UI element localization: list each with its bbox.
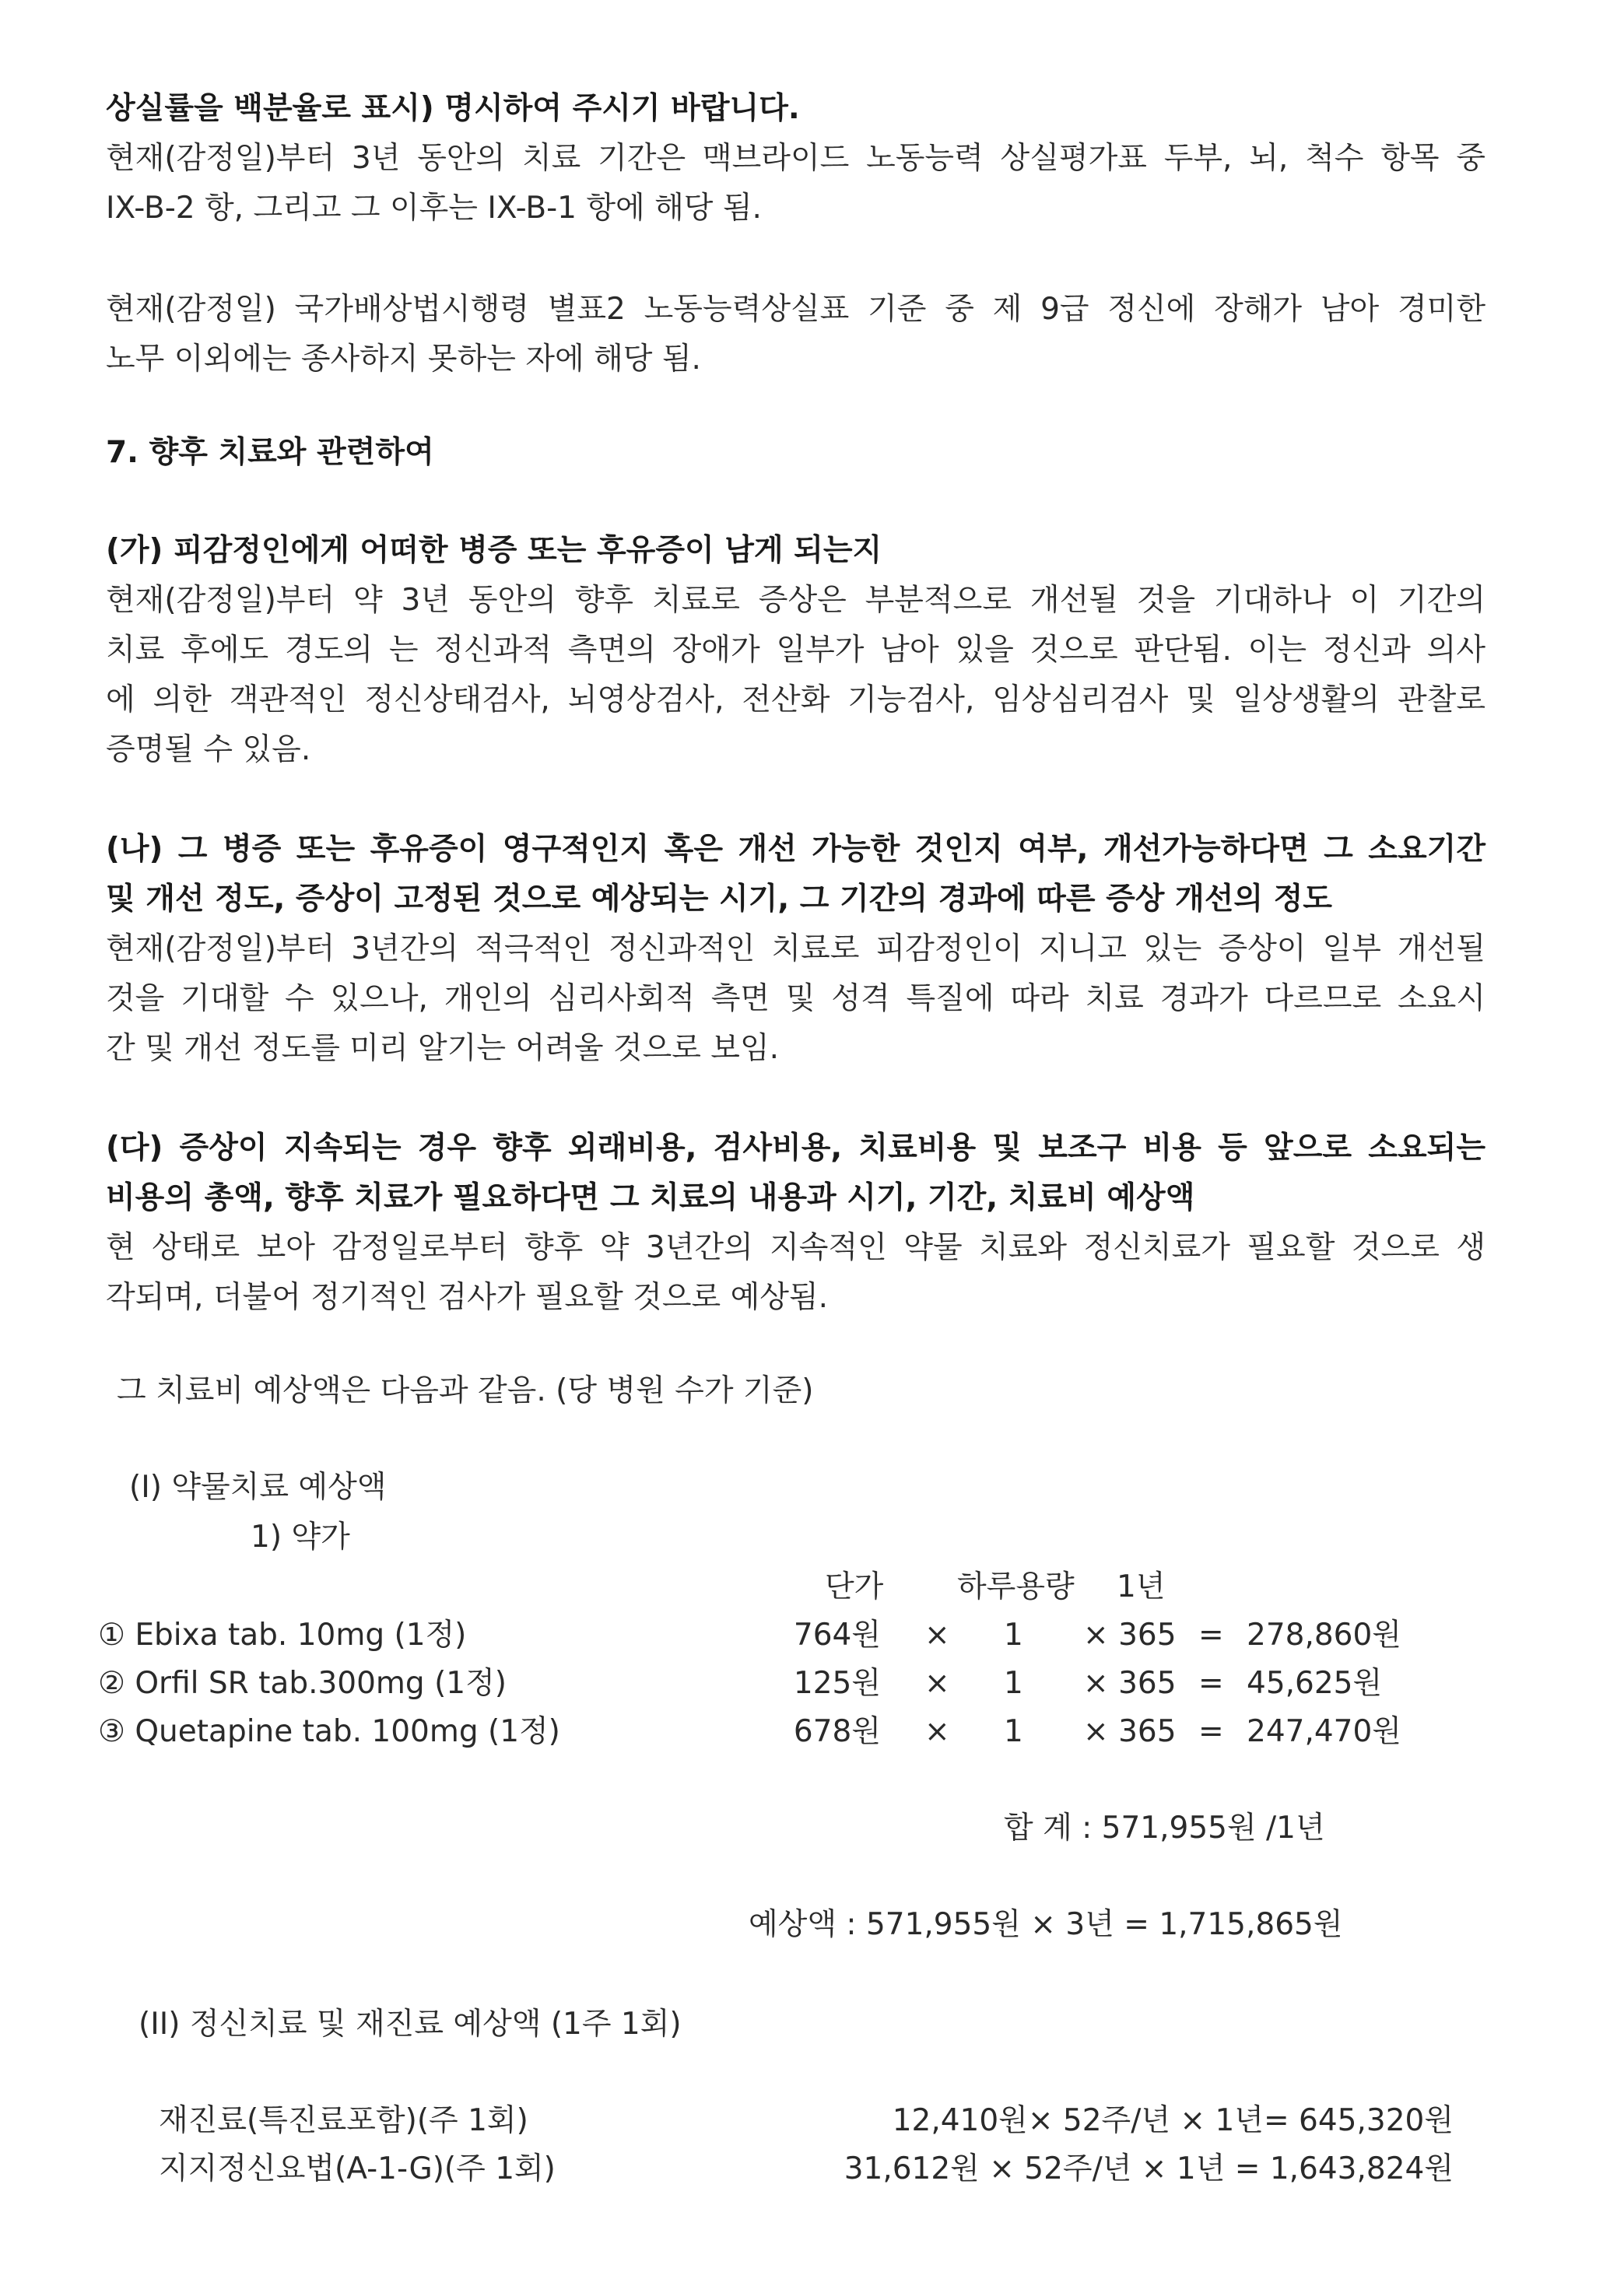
section-a-line-2: 치료 후에도 경도의 는 정신과적 측면의 장애가 일부가 남아 있을 것으로 판단됨. 이는 정신과 의사	[106, 633, 1485, 668]
drug-row-3-eq: =	[1198, 1714, 1224, 1749]
drug-row-1-year: × 365	[1083, 1618, 1177, 1653]
estimate-intro: 그 치료비 예상액은 다음과 같음. (당 병원 수가 기준)	[117, 1373, 814, 1408]
top-line-3: IX-B-2 항, 그리고 그 이후는 IX-B-1 항에 해당 됨.	[106, 191, 762, 226]
drug-row-2-price: 125원	[793, 1666, 881, 1701]
section-b-title-1: (나) 그 병증 또는 후유증이 영구적인지 혹은 개선 가능한 것인지 여부, 개선가능하다면 그 소요기간	[106, 832, 1485, 867]
drug-row-2-year: × 365	[1083, 1666, 1177, 1701]
drug-row-3-price: 678원	[793, 1714, 881, 1749]
drug-sum: 합 계 : 571,955원 /1년	[1004, 1811, 1325, 1846]
drug-row-2-eq: =	[1198, 1666, 1224, 1701]
drug-row-3-year: × 365	[1083, 1714, 1177, 1749]
drug-row-1-total: 278,860원	[1247, 1618, 1401, 1653]
top-line-2: 현재(감정일)부터 3년 동안의 치료 기간은 맥브라이드 노동능력 상실평가표 두부, 뇌, 척수 항목 중	[106, 141, 1485, 176]
drug-heading: (Ⅰ) 약물치료 예상액	[129, 1470, 387, 1505]
drug-estimate: 예상액 : 571,955원 × 3년 = 1,715,865원	[749, 1907, 1343, 1942]
section-c-line-1: 현 상태로 보아 감정일로부터 향후 약 3년간의 지속적인 약물 치료와 정신치료가 필요할 것으로 생	[106, 1230, 1485, 1265]
drug-subheading: 1) 약가	[251, 1520, 350, 1555]
drug-row-2-dose: 1	[1004, 1666, 1023, 1701]
drug-row-3-dose: 1	[1004, 1714, 1023, 1749]
drug-row-1-price: 764원	[793, 1618, 881, 1653]
section-a-line-1: 현재(감정일)부터 약 3년 동안의 향후 치료로 증상은 부분적으로 개선될 것을 기대하나 이 기간의	[106, 583, 1485, 618]
psycho-heading: (II) 정신치료 및 재진료 예상액 (1주 1회)	[139, 2007, 682, 2042]
psycho-row-2-calc: 31,612원 × 52주/년 × 1년 = 1,643,824원	[844, 2151, 1454, 2186]
section-b-line-2: 것을 기대할 수 있으나, 개인의 심리사회적 측면 및 성격 특질에 따라 치료 경과가 다르므로 소요시	[106, 981, 1485, 1016]
section-c-title-1: (다) 증상이 지속되는 경우 향후 외래비용, 검사비용, 치료비용 및 보조구 비용 등 앞으로 소요되는	[106, 1131, 1485, 1166]
section-c-title-2: 비용의 총액, 향후 치료가 필요하다면 그 치료의 내용과 시기, 기간, 치료비 예상액	[106, 1180, 1195, 1215]
drug-row-2-total: 45,625원	[1247, 1666, 1383, 1701]
drug-row-1-name: ① Ebixa tab. 10mg (1정)	[98, 1618, 467, 1653]
drug-row-2-times: ×	[924, 1666, 950, 1701]
psycho-row-1-label: 재진료(특진료포함)(주 1회)	[159, 2103, 528, 2138]
col-unit-price: 단가	[825, 1569, 884, 1604]
section-7-heading: 7. 향후 치료와 관련하여	[106, 435, 434, 470]
drug-row-3-total: 247,470원	[1247, 1714, 1401, 1749]
section-a-title: (가) 피감정인에게 어떠한 병증 또는 후유증이 남게 되는지	[106, 533, 882, 568]
psycho-row-2-label: 지지정신요법(A-1-G)(주 1회)	[159, 2151, 556, 2186]
top-line-4: 현재(감정일) 국가배상법시행령 별표2 노동능력상실표 기준 중 제 9급 정신에 장해가 남아 경미한	[106, 292, 1485, 327]
section-a-line-4: 증명될 수 있음.	[106, 732, 311, 767]
drug-row-1-eq: =	[1198, 1618, 1224, 1653]
section-a-line-3: 에 의한 객관적인 정신상태검사, 뇌영상검사, 전산화 기능검사, 임상심리검사 및 일상생활의 관찰로	[106, 682, 1485, 717]
top-line-1: 상실률을 백분율로 표시) 명시하여 주시기 바랍니다.	[106, 91, 800, 126]
psycho-row-1-calc: 12,410원× 52주/년 × 1년= 645,320원	[892, 2103, 1454, 2138]
drug-row-3-name: ③ Quetapine tab. 100mg (1정)	[98, 1714, 560, 1749]
top-line-5: 노무 이외에는 종사하지 못하는 자에 해당 됨.	[106, 342, 701, 377]
section-b-line-3: 간 및 개선 정도를 미리 알기는 어려울 것으로 보임.	[106, 1031, 780, 1066]
drug-row-1-dose: 1	[1004, 1618, 1023, 1653]
drug-row-3-times: ×	[924, 1714, 950, 1749]
drug-row-2-name: ② Orfil SR tab.300mg (1정)	[98, 1666, 507, 1701]
col-year: 1년	[1117, 1569, 1166, 1604]
section-b-title-2: 및 개선 정도, 증상이 고정된 것으로 예상되는 시기, 그 기간의 경과에 따른 증상 개선의 정도	[106, 882, 1332, 917]
drug-row-1-times: ×	[924, 1618, 950, 1653]
col-daily-dose: 하루용량	[957, 1569, 1075, 1604]
section-b-line-1: 현재(감정일)부터 3년간의 적극적인 정신과적인 치료로 피감정인이 지니고 있는 증상이 일부 개선될	[106, 931, 1485, 966]
section-c-line-2: 각되며, 더불어 정기적인 검사가 필요할 것으로 예상됨.	[106, 1280, 829, 1315]
